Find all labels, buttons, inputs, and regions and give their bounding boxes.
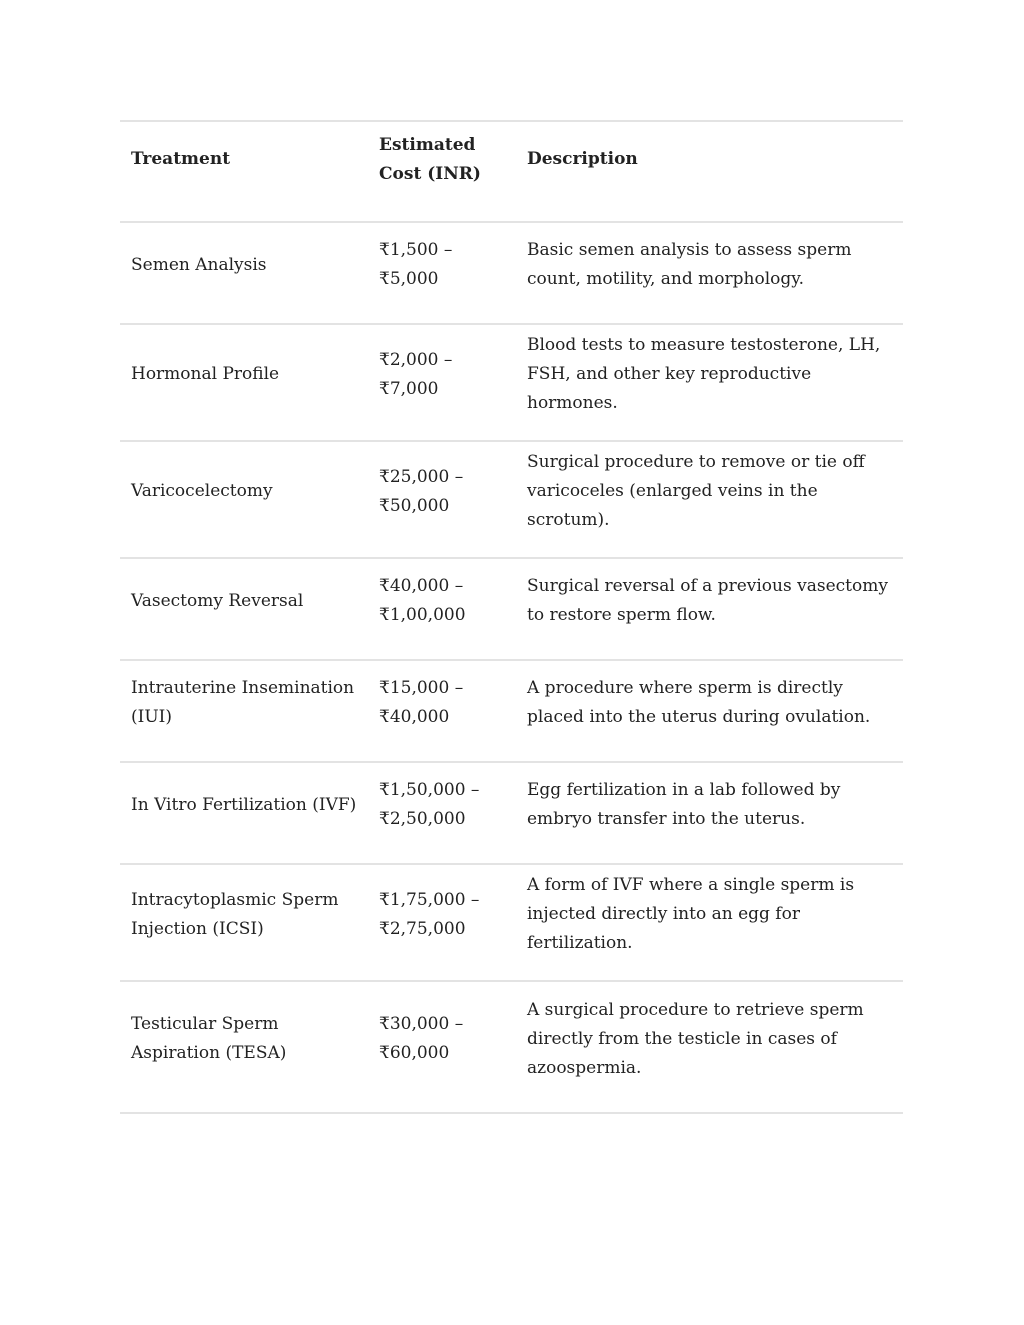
cost-min: ₹40,000 – bbox=[379, 576, 464, 596]
treatment-name: Varicocelectomy bbox=[131, 481, 273, 501]
description-text: A form of IVF where a single sperm is injected directly into an egg for fertilization. bbox=[527, 875, 855, 953]
table-row bbox=[120, 222, 903, 324]
description-cell bbox=[516, 762, 903, 864]
treatment-cell bbox=[120, 762, 368, 864]
description-cell bbox=[516, 441, 903, 558]
description-text: Surgical reversal of a previous vasectomy to restore sperm flow. bbox=[527, 576, 888, 625]
header-description bbox=[516, 121, 903, 222]
cost-min: ₹30,000 – bbox=[379, 1014, 464, 1034]
table-row bbox=[120, 324, 903, 441]
description-cell bbox=[516, 660, 903, 762]
description-cell bbox=[516, 981, 903, 1113]
treatment-name: Intracytoplasmic Sperm Injection (ICSI) bbox=[131, 889, 339, 939]
cost-min: ₹2,000 – bbox=[379, 349, 453, 370]
treatment-name: Testicular Sperm Aspiration (TESA) bbox=[131, 1014, 287, 1063]
header-treatment bbox=[120, 121, 368, 222]
treatment-cell bbox=[120, 660, 368, 762]
table-row bbox=[120, 660, 903, 762]
treatment-name: Semen Analysis bbox=[131, 254, 267, 275]
treatment-name: In Vitro Fertilization (IVF) bbox=[131, 794, 357, 815]
cost-max: ₹7,000 bbox=[379, 378, 439, 399]
description-cell bbox=[516, 222, 903, 324]
table-row bbox=[120, 441, 903, 558]
description-text: A procedure where sperm is directly placed into the uterus during ovulation. bbox=[527, 678, 871, 727]
description-cell bbox=[516, 864, 903, 981]
cost-cell bbox=[368, 864, 516, 981]
cost-cell bbox=[368, 660, 516, 762]
treatment-cost-table bbox=[120, 120, 903, 1114]
cost-max: ₹5,000 bbox=[379, 269, 439, 289]
treatment-cell bbox=[120, 558, 368, 660]
cost-min: ₹15,000 – bbox=[379, 678, 464, 698]
treatment-cell bbox=[120, 222, 368, 324]
header-cost-label: Estimated Cost (INR) bbox=[379, 134, 481, 184]
treatment-name: Hormonal Profile bbox=[131, 364, 280, 384]
cost-max: ₹50,000 bbox=[379, 495, 450, 516]
description-text: Basic semen analysis to assess sperm count, motility, and morphology. bbox=[527, 240, 852, 289]
cost-cell bbox=[368, 981, 516, 1113]
table-header-row bbox=[120, 121, 903, 222]
treatment-cell bbox=[120, 324, 368, 441]
cost-max: ₹60,000 bbox=[379, 1043, 450, 1063]
cost-max: ₹2,75,000 bbox=[379, 918, 466, 939]
header-description-label: Description bbox=[527, 149, 638, 169]
description-cell bbox=[516, 324, 903, 441]
cost-cell bbox=[368, 324, 516, 441]
header-cost bbox=[368, 121, 516, 222]
description-text: Blood tests to measure testosterone, LH, FSH, and other key reproductive hormones. bbox=[527, 335, 881, 413]
cost-max: ₹2,50,000 bbox=[379, 809, 466, 829]
cost-min: ₹1,500 – bbox=[379, 240, 453, 260]
cost-cell bbox=[368, 441, 516, 558]
cost-max: ₹1,00,000 bbox=[379, 605, 466, 625]
cost-min: ₹1,75,000 – bbox=[379, 889, 480, 910]
cost-min: ₹1,50,000 – bbox=[379, 780, 480, 800]
description-text: Surgical procedure to remove or tie off varicoceles (enlarged veins in the scrotum). bbox=[527, 452, 865, 530]
description-text: Egg fertilization in a lab followed by embryo transfer into the uterus. bbox=[527, 780, 841, 829]
treatment-name: Vasectomy Reversal bbox=[131, 590, 304, 611]
cost-max: ₹40,000 bbox=[379, 707, 450, 727]
cost-min: ₹25,000 – bbox=[379, 466, 464, 487]
treatment-cell bbox=[120, 441, 368, 558]
header-treatment-label: Treatment bbox=[131, 149, 231, 169]
cost-cell bbox=[368, 558, 516, 660]
cost-cell bbox=[368, 762, 516, 864]
table-row bbox=[120, 762, 903, 864]
treatment-name: Intrauterine Insemination (IUI) bbox=[131, 678, 355, 727]
table-row bbox=[120, 864, 903, 981]
treatment-cell bbox=[120, 864, 368, 981]
description-cell bbox=[516, 558, 903, 660]
treatment-cell bbox=[120, 981, 368, 1113]
cost-cell bbox=[368, 222, 516, 324]
table-row bbox=[120, 981, 903, 1113]
description-text: A surgical procedure to retrieve sperm directly from the testicle in cases of azoospermia. bbox=[527, 999, 864, 1078]
table-row bbox=[120, 558, 903, 660]
